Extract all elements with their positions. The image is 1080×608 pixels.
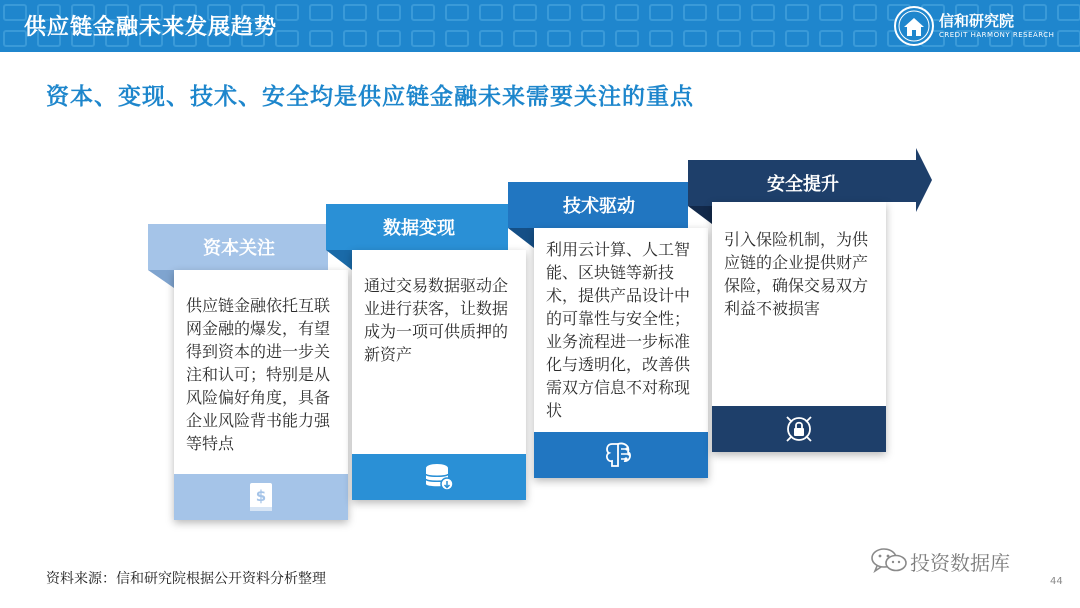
watermark-text: 投资数据库	[910, 551, 1010, 575]
stage-card-capital	[174, 270, 348, 520]
stage-band-data	[352, 454, 526, 500]
stage-card-security	[712, 202, 886, 452]
logo-english: CREDIT HARMONY RESEARCH	[939, 31, 1055, 39]
stage-label-capital: 资本关注	[203, 238, 275, 259]
stage-label-tech: 技术驱动	[563, 196, 635, 217]
stage-text-data: 通过交易数据驱动企业进行获客，让数据成为一项可供质押的新资产	[364, 276, 509, 364]
watermark	[870, 545, 1060, 575]
svg-text:$: $	[255, 487, 267, 505]
header-bar	[0, 0, 1080, 52]
logo-name: 信和研究院	[939, 12, 1015, 30]
stage-text-security: 引入保险机制，为供应链的企业提供财产保险，确保交易双方利益不被损害	[724, 230, 869, 318]
stage-card-data	[352, 250, 526, 500]
wechat-icon	[870, 547, 908, 573]
page-number: 44	[1050, 576, 1063, 587]
stage-text-tech: 利用云计算、人工智能、区块链等新技术，提供产品设计中的可靠性与安全性；业务流程进一步标准化与透明化，改善供需双方信息不对称现状	[546, 240, 691, 420]
stage-card-tech	[534, 228, 708, 478]
dollar-book-icon	[248, 482, 274, 512]
brand-logo	[893, 5, 1073, 47]
stage-label-security: 安全提升	[767, 174, 839, 195]
stage-text-capital: 供应链金融依托互联网金融的爆发，有望得到资本的进一步关注和认可；特别是从风险偏好角度，具备企业风险背书能力强等特点	[186, 296, 331, 453]
database-icon	[424, 462, 454, 492]
stage-band-capital	[174, 474, 348, 520]
house-seal-icon	[893, 5, 935, 47]
stage-label-data: 数据变现	[383, 218, 455, 239]
brain-chip-icon	[604, 440, 636, 470]
lock-shield-icon	[782, 412, 816, 446]
header-title: 供应链金融未来发展趋势	[24, 15, 278, 40]
stage-band-security	[712, 406, 886, 452]
page-subtitle: 资本、变现、技术、安全均是供应链金融未来需要关注的重点	[46, 84, 694, 110]
stage-band-tech	[534, 432, 708, 478]
source-note: 资料来源：信和研究院根据公开资料分析整理	[46, 571, 326, 587]
